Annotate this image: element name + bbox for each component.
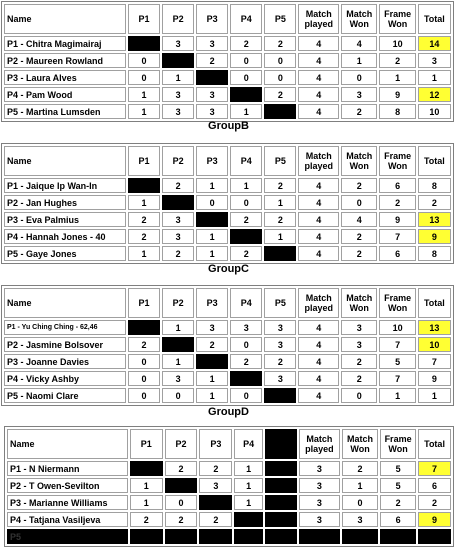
score-p2: 2 [165,461,198,476]
col-p5-header: P5 [264,288,296,318]
matches-played: 4 [298,70,339,85]
score-p3 [199,495,232,510]
score-p4: 0 [230,70,262,85]
matches-played: 4 [298,229,339,244]
matches-played: 4 [298,87,339,102]
score-p2: 0 [162,388,194,403]
frames-won: 8 [379,104,415,119]
score-p2 [162,337,194,352]
score-p1 [128,178,160,193]
col-p2-header: P2 [162,4,194,34]
frames-won: 9 [379,87,415,102]
score-p5 [265,495,297,510]
score-p1 [130,529,163,544]
col-p5-header: P5 [264,146,296,176]
matches-played: 4 [298,53,339,68]
score-p1: 0 [128,371,160,386]
col-frame-won-header: Frame Won [379,4,415,34]
total-score: 2 [418,195,451,210]
col-match-won-header: Match Won [341,288,377,318]
table-row [7,495,451,510]
matches-played: 4 [298,36,339,51]
col-frame-won-header: Frame Won [379,146,415,176]
score-p2: 1 [162,320,194,335]
frames-won: 6 [380,512,416,527]
frames-won: 10 [379,320,415,335]
col-p3-header: P3 [196,146,228,176]
col-p1-header: P1 [128,146,160,176]
player-name: P5 - Gaye Jones [4,246,126,261]
matches-played: 3 [299,461,340,476]
total-score: 13 [418,212,451,227]
score-p3 [196,70,228,85]
score-p3: 1 [196,246,228,261]
total-score: 6 [418,478,451,493]
matches-won: 0 [341,70,377,85]
score-p5 [265,478,297,493]
score-p5: 0 [264,53,296,68]
col-name-header: Name [4,288,126,318]
score-p4: 1 [234,478,263,493]
score-p3: 3 [199,478,232,493]
score-p2 [165,529,198,544]
frames-won: 5 [380,461,416,476]
score-p3: 0 [196,195,228,210]
total-score: 8 [418,178,451,193]
total-score: 14 [418,36,451,51]
matches-played: 4 [298,337,339,352]
score-p4 [234,529,263,544]
col-match-won-header: Match Won [341,146,377,176]
score-p5: 0 [264,70,296,85]
table-row [4,70,451,85]
group-a-table [1,1,454,122]
player-name: P5 - Martina Lumsden [4,104,126,119]
matches-won: 3 [341,87,377,102]
score-p1: 1 [130,478,163,493]
group-b-table [1,143,454,264]
frames-won: 2 [379,53,415,68]
table-row [4,229,451,244]
score-p2: 3 [162,229,194,244]
score-p2: 2 [162,246,194,261]
total-score: 3 [418,53,451,68]
score-p5 [264,388,296,403]
matches-played: 4 [298,178,339,193]
score-p2: 2 [162,178,194,193]
score-p1: 0 [128,53,160,68]
table-row [4,87,451,102]
score-p3: 2 [196,337,228,352]
frames-won: 7 [379,371,415,386]
col-p2-header: P2 [162,146,194,176]
score-p5 [264,246,296,261]
group-d-header-row [7,429,451,459]
matches-won: 1 [342,478,378,493]
matches-won: 4 [341,212,377,227]
total-score: 9 [418,229,451,244]
matches-played: 4 [298,195,339,210]
matches-won: 3 [341,320,377,335]
matches-won: 2 [341,246,377,261]
score-p4: 1 [230,178,262,193]
score-p4: 2 [230,246,262,261]
score-p5: 2 [264,36,296,51]
matches-won: 2 [342,461,378,476]
score-p3: 1 [196,388,228,403]
score-p1: 2 [130,512,163,527]
score-p2 [165,478,198,493]
frames-won: 6 [379,246,415,261]
player-name: P1 - N Niermann [7,461,128,476]
matches-played: 3 [299,495,340,510]
table-row [4,36,451,51]
score-p5: 3 [264,320,296,335]
score-p5: 1 [264,195,296,210]
matches-won: 2 [341,229,377,244]
score-p3: 3 [196,36,228,51]
player-name: P5 [7,529,128,544]
col-p4-header: P4 [230,146,262,176]
total-score: 1 [418,70,451,85]
score-p4: 3 [230,320,262,335]
frames-won: 1 [379,388,415,403]
frames-won: 7 [379,337,415,352]
score-p4 [230,229,262,244]
total-score: 2 [418,495,451,510]
matches-won: 0 [341,388,377,403]
total-score: 13 [418,320,451,335]
player-name: P3 - Laura Alves [4,70,126,85]
score-p3: 3 [196,104,228,119]
col-match-won-header: Match Won [342,429,378,459]
player-name: P4 - Pam Wood [4,87,126,102]
frames-won: 5 [379,354,415,369]
total-score: 10 [418,104,451,119]
score-p1: 1 [128,104,160,119]
table-row [4,371,451,386]
frames-won: 2 [379,195,415,210]
player-name: P1 - Yu Ching Ching - 62,46 [4,320,126,335]
matches-won: 2 [341,371,377,386]
table-row [4,212,451,227]
total-score: 9 [418,512,451,527]
total-score: 7 [418,461,451,476]
matches-won: 3 [341,337,377,352]
frames-won: 2 [380,495,416,510]
total-score: 7 [418,354,451,369]
score-p5: 2 [264,354,296,369]
score-p1: 1 [128,195,160,210]
score-p4: 2 [230,354,262,369]
score-p5 [265,461,297,476]
score-p5: 2 [264,178,296,193]
score-p2: 3 [162,104,194,119]
col-match-played-header: Match played [298,4,339,34]
score-p3: 2 [196,53,228,68]
col-p2-header: P2 [165,429,198,459]
score-p1: 0 [128,70,160,85]
score-p1 [130,461,163,476]
score-p2: 3 [162,87,194,102]
matches-won: 3 [342,512,378,527]
score-p2: 2 [165,512,198,527]
frames-won: 9 [379,212,415,227]
table-row [7,461,451,476]
player-name: P2 - Maureen Rowland [4,53,126,68]
score-p2: 1 [162,70,194,85]
col-frame-won-header: Frame Won [379,288,415,318]
score-p2: 3 [162,36,194,51]
player-name: P4 - Vicky Ashby [4,371,126,386]
col-name-header: Name [4,146,126,176]
score-p4: 0 [230,337,262,352]
matches-played: 4 [298,388,339,403]
matches-played: 4 [298,320,339,335]
score-p4 [230,371,262,386]
group-c-header-row [4,288,451,318]
col-total-header: Total [418,288,451,318]
score-p4: 1 [234,461,263,476]
table-row [4,246,451,261]
score-p5: 2 [264,87,296,102]
table-row [4,388,451,403]
score-p3 [196,354,228,369]
col-match-played-header: Match played [299,429,340,459]
col-p2-header: P2 [162,288,194,318]
player-name: P2 - Jasmine Bolsover [4,337,126,352]
group-b-title: GroupB [208,120,249,132]
score-p3: 2 [199,461,232,476]
score-p1: 1 [128,246,160,261]
total-score: 9 [418,371,451,386]
player-name: P3 - Joanne Davies [4,354,126,369]
score-p3: 3 [196,320,228,335]
score-p5 [265,529,297,544]
score-p2: 3 [162,371,194,386]
player-name: P4 - Tatjana Vasiljeva [7,512,128,527]
score-p4: 2 [230,212,262,227]
player-name: P4 - Hannah Jones - 40 [4,229,126,244]
frames-won: 7 [379,229,415,244]
col-frame-won-header: Frame Won [380,429,416,459]
total-score [418,529,451,544]
score-p4: 0 [230,53,262,68]
matches-played: 3 [299,512,340,527]
group-d-table [4,426,454,547]
total-score: 1 [418,388,451,403]
total-score: 10 [418,337,451,352]
matches-won: 2 [341,104,377,119]
matches-won: 4 [341,36,377,51]
col-p3-header: P3 [199,429,232,459]
col-name-header: Name [4,4,126,34]
score-p2 [162,53,194,68]
col-total-header: Total [418,429,451,459]
col-p1-header: P1 [128,4,160,34]
matches-played: 4 [298,246,339,261]
score-p1: 1 [128,87,160,102]
col-p5-header: P5 [265,429,297,459]
matches-won: 2 [341,178,377,193]
score-p3: 1 [196,178,228,193]
matches-won [342,529,378,544]
group-c-title: GroupC [208,263,249,275]
table-row [4,104,451,119]
score-p2: 1 [162,354,194,369]
col-p1-header: P1 [130,429,163,459]
frames-won: 10 [379,36,415,51]
col-p4-header: P4 [230,288,262,318]
score-p1 [128,320,160,335]
table-row [4,195,451,210]
table-row [7,512,451,527]
player-name: P2 - T Owen-Sevilton [7,478,128,493]
score-p4: 1 [230,104,262,119]
score-p4: 2 [230,36,262,51]
score-p3 [196,212,228,227]
score-p2 [162,195,194,210]
score-p4: 0 [230,195,262,210]
score-p5: 3 [264,337,296,352]
matches-played: 4 [298,371,339,386]
table-row [4,53,451,68]
score-p1 [128,36,160,51]
score-p4 [230,87,262,102]
matches-won: 0 [342,495,378,510]
player-name: P5 - Naomi Clare [4,388,126,403]
score-p3 [199,529,232,544]
table-row [7,529,451,544]
score-p1: 2 [128,212,160,227]
matches-won: 1 [341,53,377,68]
group-b-header-row [4,146,451,176]
col-p3-header: P3 [196,288,228,318]
matches-played: 4 [298,354,339,369]
total-score: 12 [418,87,451,102]
score-p5 [264,104,296,119]
score-p2: 0 [165,495,198,510]
score-p5: 1 [264,229,296,244]
col-p4-header: P4 [234,429,263,459]
frames-won: 5 [380,478,416,493]
col-p1-header: P1 [128,288,160,318]
player-name: P1 - Chitra Magimairaj [4,36,126,51]
table-row [7,478,451,493]
frames-won [380,529,416,544]
col-match-played-header: Match played [298,146,339,176]
matches-played [299,529,340,544]
score-p2: 3 [162,212,194,227]
score-p1: 0 [128,354,160,369]
table-row [4,337,451,352]
score-p1: 0 [128,388,160,403]
score-p1: 2 [128,337,160,352]
score-p1: 1 [130,495,163,510]
table-row [4,320,451,335]
player-name: P2 - Jan Hughes [4,195,126,210]
score-p3: 1 [196,371,228,386]
col-p4-header: P4 [230,4,262,34]
group-c-table [1,285,454,406]
score-p5 [265,512,297,527]
col-match-won-header: Match Won [341,4,377,34]
score-p1: 2 [128,229,160,244]
score-p5: 2 [264,212,296,227]
score-p5: 3 [264,371,296,386]
matches-won: 0 [341,195,377,210]
score-p4: 1 [234,495,263,510]
col-p3-header: P3 [196,4,228,34]
col-name-header: Name [7,429,128,459]
frames-won: 6 [379,178,415,193]
player-name: P3 - Eva Palmius [4,212,126,227]
col-match-played-header: Match played [298,288,339,318]
matches-played: 3 [299,478,340,493]
score-p4 [234,512,263,527]
player-name: P1 - Jaique Ip Wan-In [4,178,126,193]
total-score: 8 [418,246,451,261]
matches-played: 4 [298,212,339,227]
score-p3: 1 [196,229,228,244]
group-a-header-row [4,4,451,34]
player-name: P3 - Marianne Williams [7,495,128,510]
col-total-header: Total [418,146,451,176]
score-p4: 0 [230,388,262,403]
score-p3: 3 [196,87,228,102]
group-d-title: GroupD [208,406,249,418]
table-row [4,354,451,369]
score-p3: 2 [199,512,232,527]
matches-played: 4 [298,104,339,119]
frames-won: 1 [379,70,415,85]
matches-won: 2 [341,354,377,369]
table-row [4,178,451,193]
col-total-header: Total [418,4,451,34]
col-p5-header: P5 [264,4,296,34]
